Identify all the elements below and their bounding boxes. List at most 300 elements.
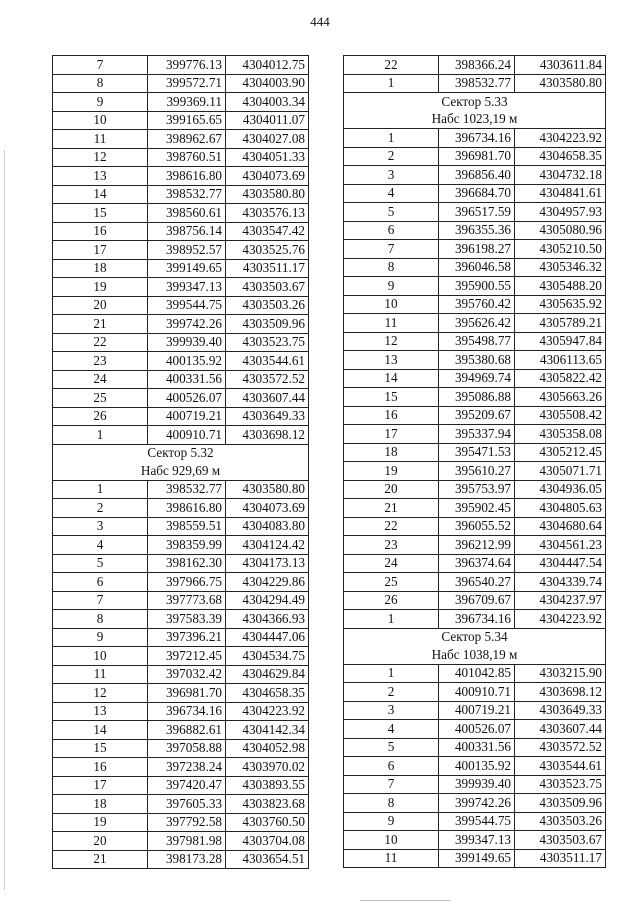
table-row: [53, 591, 309, 610]
x-coordinate-cell: 399149.65: [148, 259, 226, 278]
point-number-cell: 4: [53, 536, 148, 555]
y-coordinate-cell: 4305947.84: [515, 332, 606, 351]
point-number-cell: 24: [344, 554, 439, 573]
x-coordinate-cell: 400719.21: [439, 701, 515, 720]
y-coordinate-cell: 4303893.55: [226, 776, 309, 795]
point-number-cell: 9: [53, 93, 148, 112]
x-coordinate-cell: 396046.58: [439, 258, 515, 277]
y-coordinate-cell: 4304658.35: [515, 147, 606, 166]
point-number-cell: 12: [53, 684, 148, 703]
table-row: [344, 277, 606, 296]
y-coordinate-cell: 4304805.63: [515, 499, 606, 518]
table-row: [53, 56, 309, 75]
table-row: [344, 664, 606, 683]
point-number-cell: 14: [53, 721, 148, 740]
y-coordinate-cell: 4304052.98: [226, 739, 309, 758]
scan-bottom-rule: [360, 900, 450, 901]
point-number-cell: 3: [344, 166, 439, 185]
x-coordinate-cell: 399939.40: [439, 775, 515, 794]
x-coordinate-cell: 397966.75: [148, 573, 226, 592]
x-coordinate-cell: 398962.67: [148, 130, 226, 149]
x-coordinate-cell: 395610.27: [439, 462, 515, 481]
point-number-cell: 8: [344, 794, 439, 813]
x-coordinate-cell: 396198.27: [439, 240, 515, 259]
point-number-cell: 2: [344, 147, 439, 166]
point-number-cell: 2: [53, 499, 148, 518]
y-coordinate-cell: 4304003.34: [226, 93, 309, 112]
y-coordinate-cell: 4303503.26: [226, 296, 309, 315]
point-number-cell: 26: [53, 407, 148, 426]
point-number-cell: 9: [344, 812, 439, 831]
point-number-cell: 1: [53, 480, 148, 499]
sector-length: Набс 1038,19 м: [344, 646, 606, 664]
y-coordinate-cell: 4303611.84: [515, 56, 606, 75]
table-row: [53, 795, 309, 814]
table-row: [53, 407, 309, 426]
table-row: [344, 406, 606, 425]
x-coordinate-cell: 397773.68: [148, 591, 226, 610]
y-coordinate-cell: 4304366.93: [226, 610, 309, 629]
point-number-cell: 12: [344, 332, 439, 351]
x-coordinate-cell: 399347.13: [148, 278, 226, 297]
point-number-cell: 17: [53, 241, 148, 260]
x-coordinate-cell: 396212.99: [439, 536, 515, 555]
point-number-cell: 20: [53, 832, 148, 851]
table-row: [53, 259, 309, 278]
point-number-cell: 7: [53, 591, 148, 610]
y-coordinate-cell: 4303572.52: [226, 370, 309, 389]
coordinates-table-right: [343, 55, 606, 868]
table-row: [53, 739, 309, 758]
table-row: [53, 93, 309, 112]
y-coordinate-cell: 4303511.17: [515, 849, 606, 868]
x-coordinate-cell: 396734.16: [439, 129, 515, 148]
x-coordinate-cell: 395498.77: [439, 332, 515, 351]
table-row: [53, 758, 309, 777]
point-number-cell: 15: [344, 388, 439, 407]
point-number-cell: 13: [53, 702, 148, 721]
x-coordinate-cell: 400910.71: [148, 426, 226, 445]
point-number-cell: 11: [53, 130, 148, 149]
x-coordinate-cell: 399347.13: [439, 831, 515, 850]
point-number-cell: 16: [344, 406, 439, 425]
y-coordinate-cell: 4303544.61: [515, 757, 606, 776]
x-coordinate-cell: 398952.57: [148, 241, 226, 260]
point-number-cell: 21: [53, 315, 148, 334]
table-row: [344, 683, 606, 702]
point-number-cell: 15: [53, 739, 148, 758]
point-number-cell: 5: [53, 554, 148, 573]
point-number-cell: 16: [53, 758, 148, 777]
table-row: [344, 314, 606, 333]
y-coordinate-cell: 4303523.75: [515, 775, 606, 794]
y-coordinate-cell: 4303698.12: [226, 426, 309, 445]
x-coordinate-cell: 399939.40: [148, 333, 226, 352]
table-row: [344, 443, 606, 462]
table-row: [344, 573, 606, 592]
x-coordinate-cell: 396540.27: [439, 573, 515, 592]
point-number-cell: 26: [344, 591, 439, 610]
point-number-cell: 1: [344, 129, 439, 148]
point-number-cell: 10: [344, 831, 439, 850]
point-number-cell: 3: [53, 517, 148, 536]
table-row: [344, 147, 606, 166]
table-row: [344, 536, 606, 555]
point-number-cell: 20: [344, 480, 439, 499]
point-number-cell: 4: [344, 720, 439, 739]
table-row: [344, 258, 606, 277]
x-coordinate-cell: 397238.24: [148, 758, 226, 777]
x-coordinate-cell: 398366.24: [439, 56, 515, 75]
point-number-cell: 22: [344, 517, 439, 536]
table-row: [53, 517, 309, 536]
point-number-cell: 1: [344, 664, 439, 683]
point-number-cell: 25: [344, 573, 439, 592]
table-row: [53, 296, 309, 315]
x-coordinate-cell: 395900.55: [439, 277, 515, 296]
point-number-cell: 19: [53, 813, 148, 832]
sector-length-row: [344, 111, 606, 129]
table-row: [53, 204, 309, 223]
table-row: [53, 536, 309, 555]
table-row: [53, 832, 309, 851]
y-coordinate-cell: 4304124.42: [226, 536, 309, 555]
x-coordinate-cell: 395086.88: [439, 388, 515, 407]
x-coordinate-cell: 399572.71: [148, 74, 226, 93]
table-row: [344, 166, 606, 185]
y-coordinate-cell: 4304447.54: [515, 554, 606, 573]
sector-header-row: [344, 93, 606, 111]
x-coordinate-cell: 398532.77: [148, 185, 226, 204]
point-number-cell: 13: [344, 351, 439, 370]
point-number-cell: 18: [53, 259, 148, 278]
x-coordinate-cell: 396355.36: [439, 221, 515, 240]
x-coordinate-cell: 396517.59: [439, 203, 515, 222]
y-coordinate-cell: 4304011.07: [226, 111, 309, 130]
table-row: [344, 517, 606, 536]
x-coordinate-cell: 396734.16: [439, 610, 515, 629]
x-coordinate-cell: 400331.56: [439, 738, 515, 757]
table-row: [344, 129, 606, 148]
point-number-cell: 24: [53, 370, 148, 389]
y-coordinate-cell: 4306113.65: [515, 351, 606, 370]
point-number-cell: 10: [344, 295, 439, 314]
point-number-cell: 10: [53, 647, 148, 666]
point-number-cell: 23: [344, 536, 439, 555]
x-coordinate-cell: 400526.07: [439, 720, 515, 739]
table-row: [53, 628, 309, 647]
y-coordinate-cell: 4303580.80: [226, 480, 309, 499]
x-coordinate-cell: 394969.74: [439, 369, 515, 388]
y-coordinate-cell: 4304229.86: [226, 573, 309, 592]
table-row: [344, 610, 606, 629]
point-number-cell: 13: [53, 167, 148, 186]
table-row: [53, 241, 309, 260]
x-coordinate-cell: 398532.77: [439, 74, 515, 93]
x-coordinate-cell: 395760.42: [439, 295, 515, 314]
table-row: [53, 148, 309, 167]
x-coordinate-cell: 397583.39: [148, 610, 226, 629]
table-row: [53, 167, 309, 186]
x-coordinate-cell: 398162.30: [148, 554, 226, 573]
x-coordinate-cell: 396734.16: [148, 702, 226, 721]
sector-header-row: [53, 444, 309, 462]
x-coordinate-cell: 396882.61: [148, 721, 226, 740]
table-row: [53, 850, 309, 869]
table-row: [344, 56, 606, 75]
table-row: [344, 738, 606, 757]
y-coordinate-cell: 4304658.35: [226, 684, 309, 703]
point-number-cell: 6: [344, 221, 439, 240]
table-row: [53, 813, 309, 832]
table-row: [53, 573, 309, 592]
y-coordinate-cell: 4303509.96: [226, 315, 309, 334]
table-row: [344, 591, 606, 610]
sector-title: Сектор 5.32: [53, 444, 309, 462]
y-coordinate-cell: 4303970.02: [226, 758, 309, 777]
sector-length: Набс 1023,19 м: [344, 111, 606, 129]
point-number-cell: 6: [53, 573, 148, 592]
x-coordinate-cell: 396981.70: [439, 147, 515, 166]
sector-length-row: [53, 462, 309, 480]
point-number-cell: 2: [344, 683, 439, 702]
point-number-cell: 12: [53, 148, 148, 167]
sector-title: Сектор 5.34: [344, 628, 606, 646]
table-row: [53, 721, 309, 740]
x-coordinate-cell: 395471.53: [439, 443, 515, 462]
y-coordinate-cell: 4303580.80: [226, 185, 309, 204]
x-coordinate-cell: 397605.33: [148, 795, 226, 814]
x-coordinate-cell: 397792.58: [148, 813, 226, 832]
x-coordinate-cell: 396709.67: [439, 591, 515, 610]
x-coordinate-cell: 395209.67: [439, 406, 515, 425]
y-coordinate-cell: 4304534.75: [226, 647, 309, 666]
point-number-cell: 9: [344, 277, 439, 296]
y-coordinate-cell: 4304447.06: [226, 628, 309, 647]
table-row: [344, 757, 606, 776]
x-coordinate-cell: 399776.13: [148, 56, 226, 75]
y-coordinate-cell: 4303523.75: [226, 333, 309, 352]
point-number-cell: 19: [344, 462, 439, 481]
x-coordinate-cell: 397396.21: [148, 628, 226, 647]
y-coordinate-cell: 4304073.69: [226, 167, 309, 186]
table-row: [344, 480, 606, 499]
y-coordinate-cell: 4303607.44: [515, 720, 606, 739]
table-row: [344, 831, 606, 850]
point-number-cell: 21: [344, 499, 439, 518]
x-coordinate-cell: 399149.65: [439, 849, 515, 868]
x-coordinate-cell: 400910.71: [439, 683, 515, 702]
x-coordinate-cell: 399369.11: [148, 93, 226, 112]
table-row: [344, 775, 606, 794]
x-coordinate-cell: 398173.28: [148, 850, 226, 869]
x-coordinate-cell: 400526.07: [148, 389, 226, 408]
table-row: [53, 480, 309, 499]
y-coordinate-cell: 4303215.90: [515, 664, 606, 683]
point-number-cell: 23: [53, 352, 148, 371]
y-coordinate-cell: 4304083.80: [226, 517, 309, 536]
x-coordinate-cell: 395626.42: [439, 314, 515, 333]
y-coordinate-cell: 4305822.42: [515, 369, 606, 388]
table-row: [344, 388, 606, 407]
y-coordinate-cell: 4304957.93: [515, 203, 606, 222]
y-coordinate-cell: 4304223.92: [226, 702, 309, 721]
point-number-cell: 11: [344, 849, 439, 868]
y-coordinate-cell: 4303576.13: [226, 204, 309, 223]
table-row: [344, 332, 606, 351]
point-number-cell: 22: [53, 333, 148, 352]
coordinates-table-left: [52, 55, 309, 869]
x-coordinate-cell: 397212.45: [148, 647, 226, 666]
y-coordinate-cell: 4304680.64: [515, 517, 606, 536]
table-row: [344, 499, 606, 518]
x-coordinate-cell: 400719.21: [148, 407, 226, 426]
x-coordinate-cell: 398559.51: [148, 517, 226, 536]
point-number-cell: 7: [53, 56, 148, 75]
x-coordinate-cell: 400135.92: [148, 352, 226, 371]
x-coordinate-cell: 398616.80: [148, 167, 226, 186]
table-row: [53, 776, 309, 795]
x-coordinate-cell: 399165.65: [148, 111, 226, 130]
point-number-cell: 22: [344, 56, 439, 75]
table-row: [53, 426, 309, 445]
table-row: [53, 370, 309, 389]
point-number-cell: 8: [344, 258, 439, 277]
y-coordinate-cell: 4305789.21: [515, 314, 606, 333]
y-coordinate-cell: 4304294.49: [226, 591, 309, 610]
x-coordinate-cell: 401042.85: [439, 664, 515, 683]
y-coordinate-cell: 4303607.44: [226, 389, 309, 408]
y-coordinate-cell: 4303503.67: [515, 831, 606, 850]
point-number-cell: 1: [53, 426, 148, 445]
y-coordinate-cell: 4304237.97: [515, 591, 606, 610]
x-coordinate-cell: 399742.26: [148, 315, 226, 334]
y-coordinate-cell: 4305358.08: [515, 425, 606, 444]
table-row: [53, 702, 309, 721]
y-coordinate-cell: 4304012.75: [226, 56, 309, 75]
sector-length: Набс 929,69 м: [53, 462, 309, 480]
y-coordinate-cell: 4304003.90: [226, 74, 309, 93]
y-coordinate-cell: 4303760.50: [226, 813, 309, 832]
point-number-cell: 19: [53, 278, 148, 297]
table-row: [53, 185, 309, 204]
y-coordinate-cell: 4304936.05: [515, 480, 606, 499]
table-row: [344, 720, 606, 739]
table-row: [344, 221, 606, 240]
table-row: [344, 812, 606, 831]
y-coordinate-cell: 4303698.12: [515, 683, 606, 702]
x-coordinate-cell: 398359.99: [148, 536, 226, 555]
point-number-cell: 9: [53, 628, 148, 647]
table-row: [344, 369, 606, 388]
point-number-cell: 16: [53, 222, 148, 241]
y-coordinate-cell: 4305663.26: [515, 388, 606, 407]
point-number-cell: 7: [344, 775, 439, 794]
y-coordinate-cell: 4303580.80: [515, 74, 606, 93]
y-coordinate-cell: 4304142.34: [226, 721, 309, 740]
table-row: [53, 278, 309, 297]
table-body-left: [53, 56, 309, 869]
table-row: [53, 74, 309, 93]
table-row: [344, 295, 606, 314]
point-number-cell: 6: [344, 757, 439, 776]
sector-title: Сектор 5.33: [344, 93, 606, 111]
point-number-cell: 1: [344, 610, 439, 629]
table-row: [53, 499, 309, 518]
y-coordinate-cell: 4305212.45: [515, 443, 606, 462]
y-coordinate-cell: 4303544.61: [226, 352, 309, 371]
table-row: [344, 794, 606, 813]
y-coordinate-cell: 4304027.08: [226, 130, 309, 149]
x-coordinate-cell: 396684.70: [439, 184, 515, 203]
x-coordinate-cell: 398532.77: [148, 480, 226, 499]
point-number-cell: 10: [53, 111, 148, 130]
x-coordinate-cell: 398616.80: [148, 499, 226, 518]
table-row: [53, 222, 309, 241]
y-coordinate-cell: 4304339.74: [515, 573, 606, 592]
table-row: [344, 351, 606, 370]
table-row: [53, 665, 309, 684]
point-number-cell: 25: [53, 389, 148, 408]
y-coordinate-cell: 4303654.51: [226, 850, 309, 869]
table-row: [53, 333, 309, 352]
point-number-cell: 18: [53, 795, 148, 814]
point-number-cell: 5: [344, 738, 439, 757]
y-coordinate-cell: 4303503.67: [226, 278, 309, 297]
y-coordinate-cell: 4303649.33: [226, 407, 309, 426]
table-row: [53, 315, 309, 334]
sector-length-row: [344, 646, 606, 664]
x-coordinate-cell: 397032.42: [148, 665, 226, 684]
point-number-cell: 8: [53, 610, 148, 629]
point-number-cell: 7: [344, 240, 439, 259]
table-row: [344, 554, 606, 573]
point-number-cell: 20: [53, 296, 148, 315]
x-coordinate-cell: 395902.45: [439, 499, 515, 518]
point-number-cell: 4: [344, 184, 439, 203]
table-row: [344, 203, 606, 222]
y-coordinate-cell: 4304223.92: [515, 610, 606, 629]
page-number: 444: [310, 14, 330, 29]
table-row: [344, 184, 606, 203]
y-coordinate-cell: 4303823.68: [226, 795, 309, 814]
y-coordinate-cell: 4304173.13: [226, 554, 309, 573]
y-coordinate-cell: 4305071.71: [515, 462, 606, 481]
table-row: [344, 849, 606, 868]
sector-header-row: [344, 628, 606, 646]
y-coordinate-cell: 4305210.50: [515, 240, 606, 259]
x-coordinate-cell: 398760.51: [148, 148, 226, 167]
table-row: [344, 74, 606, 93]
y-coordinate-cell: 4303572.52: [515, 738, 606, 757]
y-coordinate-cell: 4303509.96: [515, 794, 606, 813]
x-coordinate-cell: 397981.98: [148, 832, 226, 851]
y-coordinate-cell: 4303704.08: [226, 832, 309, 851]
point-number-cell: 3: [344, 701, 439, 720]
y-coordinate-cell: 4304051.33: [226, 148, 309, 167]
y-coordinate-cell: 4304223.92: [515, 129, 606, 148]
table-row: [53, 684, 309, 703]
point-number-cell: 14: [344, 369, 439, 388]
y-coordinate-cell: 4305635.92: [515, 295, 606, 314]
y-coordinate-cell: 4303525.76: [226, 241, 309, 260]
table-row: [53, 130, 309, 149]
x-coordinate-cell: 396856.40: [439, 166, 515, 185]
table-row: [344, 701, 606, 720]
y-coordinate-cell: 4305508.42: [515, 406, 606, 425]
point-number-cell: 8: [53, 74, 148, 93]
y-coordinate-cell: 4304629.84: [226, 665, 309, 684]
